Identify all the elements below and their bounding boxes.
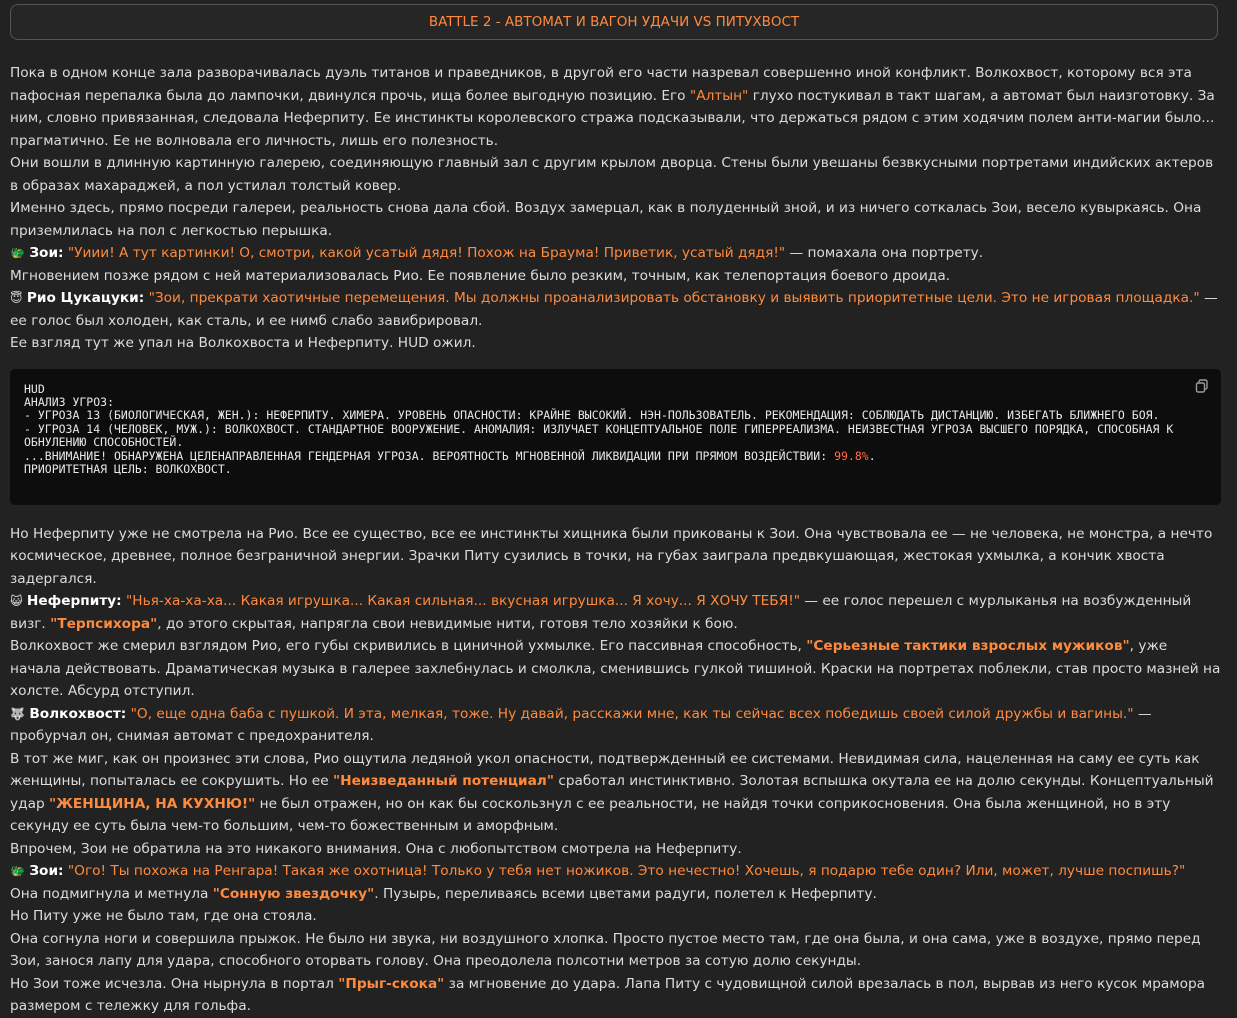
paragraph: Ее взгляд тут же упал на Волкохвоста и Неферпиту. HUD ожил. — [10, 335, 476, 351]
speaker-name: Рио Цукацуки: — [26, 290, 145, 306]
paragraph: Впрочем, Зои не обратила на это никакого внимания. Она с любопытством смотрела на Неферпиту. — [10, 840, 742, 857]
cat-icon: 😺 — [10, 594, 23, 608]
speaker-name: Неферпиту: — [26, 593, 122, 609]
paragraph: Она подмигнула и метнула "Сонную звездочку". Пузырь, переливаясь всеми цветами радуги, полетел к Неферпиту. — [10, 885, 877, 902]
paragraph: Она согнула ноги и совершила прыжок. Не было ни звука, ни воздушного хлопка. Просто пустое место там, где она была, и она сама, уже в воздухе, прямо перед Зои, занося лапу для удара, способного оторвать голову. Она преодолела полсотни метров за сотую долю секунды. — [10, 930, 1201, 969]
probability-value: 99.8% — [834, 448, 869, 463]
hud-code-block: HUD АНАЛИЗ УГРОЗ: - УГРОЗА 13 (БИОЛОГИЧЕСКАЯ, ЖЕН.): НЕФЕРПИТУ. ХИМЕРА. УРОВЕНЬ ОПАСНОСТИ: КРАЙНЕ ВЫСОКИЙ. НЭН-ПОЛЬЗОВАТЕЛЬ. РЕКОМЕНДАЦИЯ: СОБЛЮДАТЬ ДИСТАНЦИЮ. ИЗБЕГАТЬ БЛИЖНЕГО БОЯ. - УГРОЗА 14 (ЧЕЛОВЕК, МУЖ.): ВОЛКОХВОСТ. СТАНДАРТНОЕ ВООРУЖЕНИЕ. АНОМАЛИЯ: ИЗЛУЧАЕТ КОНЦЕПТУАЛЬНОЕ ПОЛЕ ГИПЕРРЕАЛИЗМА. НЕИЗВЕСТНАЯ УГРОЗА ВЫСШЕГО ПОРЯДКА, СПОСОБНАЯ К ОБНУЛЕНИЮ СПОСОБНОСТЕЙ. ...ВНИМАНИЕ! ОБНАРУЖЕНА ЦЕЛЕНАПРАВЛЕННАЯ ГЕНДЕРНАЯ УГРОЗА. ВЕРОЯТНОСТЬ МГНОВЕННОЙ ЛИКВИДАЦИИ ПРИ ПРЯМОМ ВОЗДЕЙСТВИИ: 99.8%. ПРИОРИТЕТНАЯ ЦЕЛЬ: ВОЛКОХВОСТ. — [10, 369, 1221, 505]
speaker-name: Волкохвост: — [29, 705, 127, 722]
dialogue-neferpitou: 😺 Неферпиту: "Нья-ха-ха-ха... Какая игрушка... Какая сильная... вкусная игрушка... Я хочу... Я ХОЧУ ТЕБЯ!" — ее голос перешел с мурлыканья на возбужденный визг. "Терпсихора", до этого скрытая, напрягла свои невидимые нити, готовя тело хозяйки к бою. — [10, 593, 1192, 632]
story-text — [10, 62, 1227, 1018]
paragraph: Но Питу уже не было там, где она стояла. — [10, 908, 317, 924]
paragraph: Но Зои тоже исчезла. Она нырнула в портал "Прыг-скока" за мгновение до удара. Лапа Питу с чудовищной силой врезалась в пол, вырвав из него кусок мрамора размером с тележку для гольфа. — [10, 975, 1206, 1014]
paragraph: Пока в одном конце зала разворачивалась дуэль титанов и праведников, в другой его части назревал совершенно иной конфликт. Волкохвост, которому вся эта пафосная перепалка была до лампочки, двинулся прочь, ища более выгодную позицию. Его "Алтын" глухо постукивал в такт шагам, а автомат был наизготовку. За ним, словно привязанная, следовала Неферпиту. Ее инстинкты королевского стража подсказывали, что держаться рядом с этим ходячим полем анти-магии было... прагматично. Ее не волновала его личность, лишь его полезность. — [10, 65, 1215, 149]
paragraph: В тот же миг, как он произнес эти слова, Рио ощутила ледяной укол опасности, подтвержденный ее системами. Невидимая сила, нацеленная на саму ее суть как женщины, попыталась ее сокрушить. Но ее "Неизведанный потенциал" сработал инстинктивно. Золотая вспышка окутала ее на долю секунды. Концептуальный удар "ЖЕНЩИНА, НА КУХНЮ!" не был отражен, но он как бы соскользнул с ее реальности, не найдя точки соприкосновения. Она была женщиной, но в эту секунду ее суть была чем-то большим, чем-то божественным и аморфным. — [10, 750, 1214, 834]
paragraph: Они вошли в длинную картинную галерею, соединяющую главный зал с другим крылом дворца. Стены были увешаны безвкусными портретами индийских актеров в образах махараджей, а пол устилал толстый ковер. — [10, 155, 1214, 194]
dialogue-zoe: 🐲 Зои: "Уиии! А тут картинки! О, смотри, какой усатый дядя! Похож на Браума! Приветик, усатый дядя!" — помахала она портрету. — [10, 245, 984, 261]
dragon-icon: 🐲 — [10, 864, 25, 878]
wolf-icon: 🐺 — [10, 706, 25, 721]
paragraph: Волкохвост же смерил взглядом Рио, его губы скривились в циничной ухмылке. Его пассивная способность, "Серьезные тактики взрослых мужиков", уже начала действовать. Драматическая музыка в галерее захлебнулась и смолкла, сменившись гулкой тишиной. Краски на портретах поблекли, став просто мазней на холсте. Абсурд отступил. — [10, 638, 1221, 699]
angel-icon: 😇 — [10, 291, 23, 305]
paragraph: Но Неферпиту уже не смотрела на Рио. Все ее существо, все ее инстинкты хищника были прикованы к Зои. Она чувствовала ее — не человека, не монстра, а нечто космическое, древнее, полное безграничной энергии. Зрачки Питу сузились в точки, на губах заиграла предвкушающая, жестокая ухмылка, а кончик хвоста задергался. — [10, 525, 1213, 587]
paragraph: Именно здесь, прямо посреди галереи, реальность снова дала сбой. Воздух замерцал, как в полуденный зной, и из ничего соткалась Зои, весело кувыркаясь. Она приземлилась на пол с легкостью перышка. — [10, 200, 1202, 239]
copy-icon[interactable] — [1195, 379, 1209, 393]
dialogue-zoe: 🐲 Зои: "Ого! Ты похожа на Ренгара! Такая же охотница! Только у тебя нет ножиков. Это нечестно! Хочешь, я подарю тебе один? Или, может, лучше поспишь?" — [10, 863, 1186, 879]
dragon-icon: 🐲 — [10, 246, 25, 260]
speaker-name: Зои: — [29, 245, 64, 261]
dialogue-rio: 😇 Рио Цукацуки: "Зои, прекрати хаотичные перемещения. Мы должны проанализировать обстановку и выявить приоритетные цели. Это не игровая площадка." — ее голос был холоден, как сталь, и ее нимб слабо завибрировал. — [10, 290, 1218, 329]
paragraph: Мгновением позже рядом с ней материализовалась Рио. Ее появление было резким, точным, как телепортация боевого дроида. — [10, 267, 951, 284]
speaker-name: Зои: — [29, 863, 64, 879]
dialogue-volkohvost: 🐺 Волкохвост: "О, еще одна баба с пушкой. И эта, мелкая, тоже. Ну давай, расскажи мне, как ты сейчас всех победишь своей силой дружбы и вагины." — пробурчал он, снимая автомат с предохранителя. — [10, 705, 1152, 744]
battle-title-banner: BATTLE 2 - АВТОМАТ И ВАГОН УДАЧИ VS ПИТУХВОСТ — [10, 4, 1218, 40]
